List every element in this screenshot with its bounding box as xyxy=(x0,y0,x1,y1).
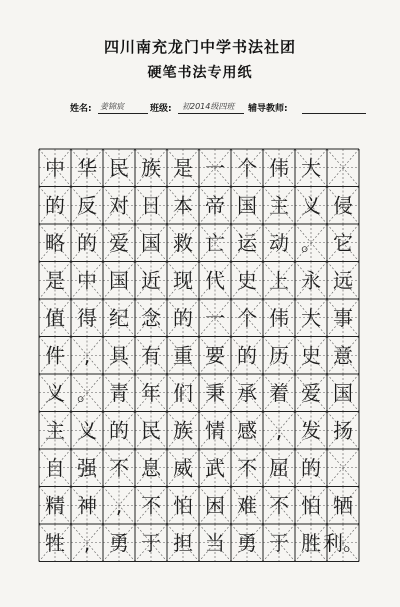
handwritten-character: 义 xyxy=(77,418,97,443)
handwritten-character: 困 xyxy=(205,493,225,518)
handwritten-character: 伟 xyxy=(269,305,289,330)
name-value: 姜锦宸 xyxy=(100,102,124,111)
handwritten-character: 牺 xyxy=(333,493,353,518)
handwritten-character: 爱 xyxy=(301,380,321,405)
handwritten-character: 的 xyxy=(109,418,129,443)
practice-grid-svg xyxy=(34,144,364,562)
handwritten-character: 史 xyxy=(237,268,257,293)
handwritten-character: 不 xyxy=(269,493,289,518)
handwritten-character: 国 xyxy=(333,380,353,405)
handwritten-character: 爱 xyxy=(109,230,129,255)
handwritten-character: 牲 xyxy=(45,530,65,555)
handwritten-character: 重 xyxy=(173,343,193,368)
handwritten-character: , xyxy=(115,493,123,518)
handwritten-character: 件 xyxy=(45,343,65,368)
handwritten-character: 强 xyxy=(77,455,97,480)
handwritten-character: 武 xyxy=(205,455,225,480)
handwritten-character: 。 xyxy=(77,380,97,405)
handwritten-character: 个 xyxy=(237,305,257,330)
handwritten-character: 族 xyxy=(141,155,161,180)
handwritten-character: 青 xyxy=(109,380,129,405)
handwritten-character: 对 xyxy=(109,193,129,218)
class-value: 初2014级四班 xyxy=(182,102,235,111)
name-underline xyxy=(98,113,148,114)
handwritten-character: 息 xyxy=(141,455,161,480)
handwritten-character: 侵 xyxy=(333,193,353,218)
handwritten-character: 运 xyxy=(237,230,257,255)
handwritten-character: 承 xyxy=(237,380,257,405)
handwritten-character: 历 xyxy=(269,343,289,368)
handwritten-character: 救 xyxy=(173,230,193,255)
handwritten-character: 威 xyxy=(173,455,193,480)
handwritten-character: 大 xyxy=(301,155,321,180)
paper-title: 硬笔书法专用纸 xyxy=(147,65,253,81)
handwritten-character: 主 xyxy=(45,418,65,443)
handwritten-character: 个 xyxy=(237,155,257,180)
handwritten-character: 年 xyxy=(141,380,161,405)
handwritten-character: 远 xyxy=(333,268,353,293)
handwritten-character: 的 xyxy=(237,343,257,368)
handwritten-character: 伟 xyxy=(269,155,289,180)
handwritten-character: 着 xyxy=(269,380,289,405)
handwritten-character: 值 xyxy=(45,305,65,330)
teacher-label: 辅导教师: xyxy=(248,104,288,114)
handwritten-character: 反 xyxy=(77,193,97,218)
handwritten-character: 感 xyxy=(237,418,257,443)
name-label: 姓名: xyxy=(70,104,92,114)
handwritten-character: 一 xyxy=(205,155,225,180)
handwritten-character: 国 xyxy=(237,193,257,218)
handwritten-character: 的 xyxy=(77,230,97,255)
handwritten-character: 胜 xyxy=(301,530,321,555)
handwritten-character: 永 xyxy=(301,268,321,293)
handwritten-character: 担 xyxy=(173,530,193,555)
handwritten-character: 神 xyxy=(77,493,97,518)
handwritten-character: 是 xyxy=(173,155,193,180)
info-line xyxy=(70,100,370,116)
handwritten-character: 纪 xyxy=(109,305,129,330)
handwritten-character: 们 xyxy=(173,380,193,405)
school-title: 四川南充龙门中学书法社团 xyxy=(103,38,296,56)
handwritten-character: 本 xyxy=(173,193,193,218)
handwritten-character: 扬 xyxy=(333,418,353,443)
handwritten-character: 当 xyxy=(205,530,225,555)
handwritten-character: 民 xyxy=(141,418,161,443)
handwritten-character: 主 xyxy=(269,193,289,218)
handwritten-character: 中 xyxy=(45,155,65,180)
handwritten-character: 一 xyxy=(205,305,225,330)
handwritten-character: 动 xyxy=(269,230,289,255)
handwritten-character: 得 xyxy=(77,305,97,330)
handwritten-character: 的 xyxy=(45,193,65,218)
handwritten-character: 的 xyxy=(173,305,193,330)
handwritten-character: 华 xyxy=(77,155,97,180)
handwritten-character: 民 xyxy=(109,155,129,180)
handwritten-character: 怕 xyxy=(301,493,321,518)
handwritten-character: 情 xyxy=(205,418,225,443)
handwritten-character: 不 xyxy=(109,455,129,480)
handwritten-character: 勇 xyxy=(237,530,257,555)
handwritten-character: 中 xyxy=(77,268,97,293)
handwritten-character: 勇 xyxy=(109,530,129,555)
handwritten-character: 念 xyxy=(141,305,161,330)
handwritten-character: 日 xyxy=(141,193,161,218)
handwritten-character: 屈 xyxy=(269,455,289,480)
handwritten-character: 族 xyxy=(173,418,193,443)
handwritten-character: 。 xyxy=(301,230,321,255)
class-underline xyxy=(178,113,244,114)
handwritten-character: , xyxy=(275,418,283,443)
handwritten-character: 近 xyxy=(141,268,161,293)
handwritten-character: 是 xyxy=(45,268,65,293)
handwritten-character: 要 xyxy=(205,343,225,368)
handwritten-character: 怕 xyxy=(173,493,193,518)
handwritten-character: 不 xyxy=(237,455,257,480)
handwritten-character: 有 xyxy=(141,343,161,368)
handwritten-character: 于 xyxy=(269,530,289,555)
handwritten-character: 国 xyxy=(141,230,161,255)
handwritten-character: 大 xyxy=(301,305,321,330)
handwritten-character: 发 xyxy=(301,418,321,443)
handwritten-character: 秉 xyxy=(205,380,225,405)
handwritten-character: 难 xyxy=(237,493,257,518)
handwritten-character: 代 xyxy=(205,268,225,293)
handwritten-character: 的 xyxy=(301,455,321,480)
handwritten-character: 自 xyxy=(45,455,65,480)
handwritten-character: 意 xyxy=(333,343,353,368)
teacher-underline xyxy=(302,113,366,114)
handwritten-character: 不 xyxy=(141,493,161,518)
handwritten-character: 它 xyxy=(333,230,353,255)
handwritten-character: 亡 xyxy=(205,230,225,255)
handwritten-character: 义 xyxy=(301,193,321,218)
handwritten-character: , xyxy=(83,343,91,368)
handwritten-character: 具 xyxy=(109,343,129,368)
handwritten-character: , xyxy=(83,530,91,555)
handwritten-character: 义 xyxy=(45,380,65,405)
handwritten-character: 略 xyxy=(45,230,65,255)
handwritten-character: 精 xyxy=(45,493,65,518)
handwritten-character: 史 xyxy=(301,343,321,368)
handwritten-character: 于 xyxy=(141,530,161,555)
handwritten-character: 现 xyxy=(173,268,193,293)
handwritten-character: 利。 xyxy=(323,530,363,555)
handwritten-character: 国 xyxy=(109,268,129,293)
class-label: 班级: xyxy=(150,104,172,114)
handwritten-character: 帝 xyxy=(205,193,225,218)
practice-grid xyxy=(34,144,364,562)
handwritten-character: 事 xyxy=(333,305,353,330)
handwritten-character: 上 xyxy=(269,268,289,293)
